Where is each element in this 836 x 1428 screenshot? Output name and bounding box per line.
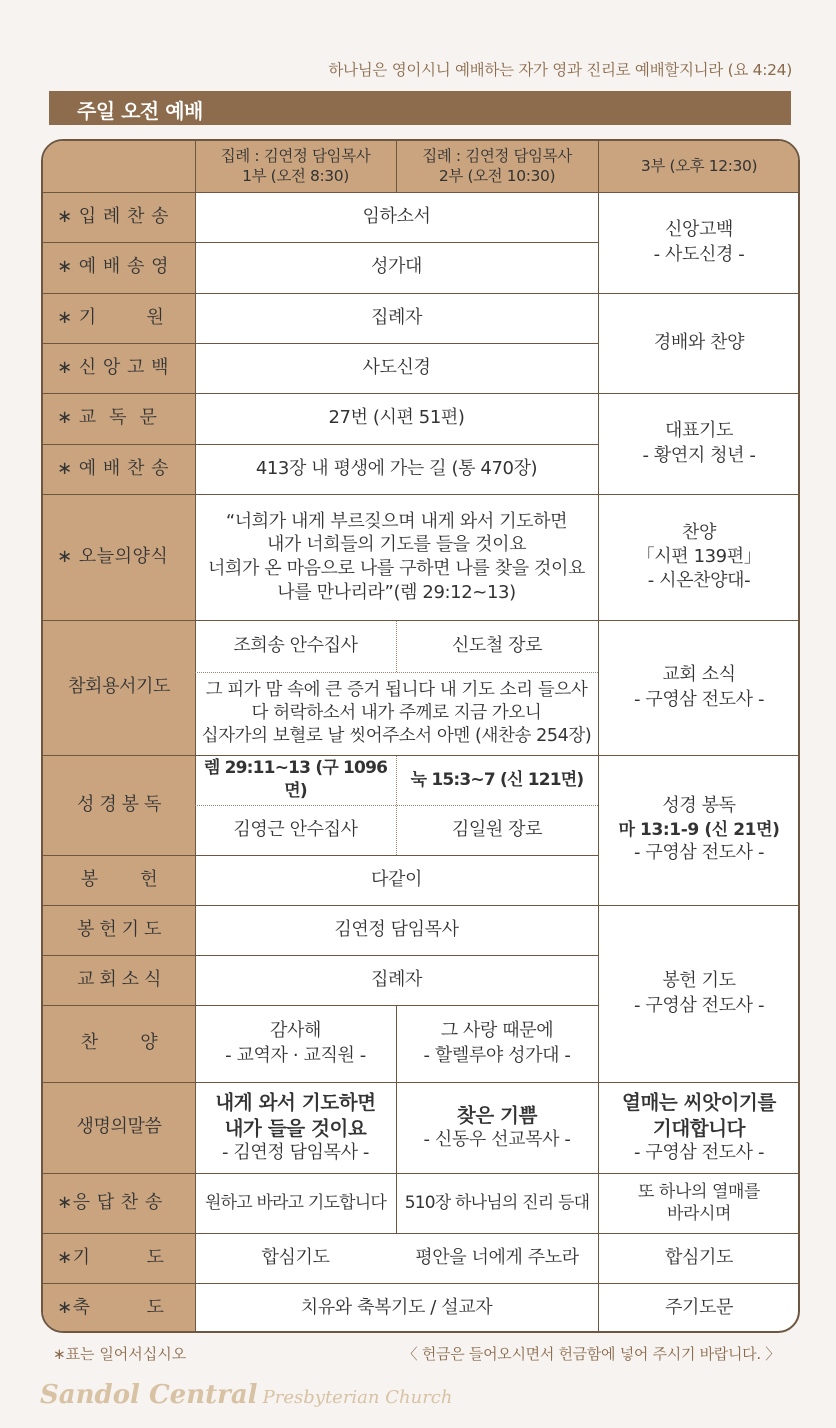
response-hymn-2: 510장 하나님의 진리 등대 [404,1192,590,1213]
todays-word-line: 나를 만나리라”(렘 29:12~13) [277,581,516,603]
divider [43,1005,598,1006]
scripture-reader-1: 김영근 안수집사 [233,818,358,840]
s3-creed-sub: - 사도신경 - [653,243,745,265]
label-scripture-reading: 성 경 봉 독 [77,793,161,815]
response-hymn-1: 원하고 바라고 기도합니다 [204,1192,387,1213]
s3-praise-worship: 경배와 찬양 [653,331,745,353]
divider [43,343,598,344]
todays-word-line: 내가 너희들의 기도를 들을 것이요 [266,534,527,556]
divider [43,620,800,621]
divider [43,444,598,445]
praise-1-title: 감사해 [270,1020,321,1042]
divider [598,141,599,1333]
s3-prayer-title: 대표기도 [665,420,733,442]
divider [396,620,397,672]
page-title: 주일 오전 예배 [77,99,203,123]
header-1-time: 1부 (오전 8:30) [242,166,349,185]
s3-sermon [598,1082,800,1173]
todays-word-line: 너희가 온 마음으로 나를 구하면 나를 찾을 것이요 [207,558,585,579]
s3-offering-leader: - 구영삼 전도사 - [633,994,765,1016]
divider [43,755,800,756]
header-2-time: 2부 (오전 10:30) [438,166,556,185]
sermon-1-title: 내가 들을 것이요 [224,1116,367,1140]
header-2-officiant: 집례 : 김연정 담임목사 [422,147,572,166]
s3-anthem-choir: - 시온찬양대- [647,570,751,592]
scripture-verse: 하나님은 영이시니 예배하는 자가 영과 진리로 예배할지니라 (요 4:24) [328,61,792,79]
sermon-2 [396,1082,598,1173]
divider [43,1082,800,1083]
s3-response-line: 바라시며 [666,1204,732,1224]
standing-note: ∗표는 일어서십시오 [53,1345,187,1363]
s3-anthem-title: 찬양 [682,521,716,543]
label-offering-prayer: 봉 헌 기 도 [77,918,161,940]
offering-note: 〈 헌금은 들어오시면서 헌금함에 넣어 주시기 바랍니다. 〉 [402,1345,780,1363]
label-todays-word: ∗ 오늘의양식 [57,545,169,567]
worship-hymn-value: 413장 내 평생에 가는 길 (통 470장) [255,457,538,479]
confession-leader-2: 신도철 장로 [451,634,543,656]
s3-scripture [598,755,800,905]
s3-lords-prayer: 주기도문 [665,1296,733,1318]
s3-offering-prayer [598,905,800,1082]
divider [43,293,800,294]
label-praise: 찬 양 [80,1032,158,1054]
label-responsive-reading: ∗ 교 독 문 [57,407,158,429]
divider [195,805,598,806]
praise-2-performer: - 할렐루야 성가대 - [423,1044,571,1066]
s3-scripture-ref: 마 13:1-9 (신 21면) [618,819,780,840]
label-worship-hymn: ∗ 예 배 찬 송 [57,457,170,479]
s3-representative-prayer [598,393,800,494]
confession-leader-1: 조희송 안수집사 [233,634,358,656]
church-news-value: 집례자 [371,968,422,990]
divider [43,242,598,243]
creed-value: 사도신경 [362,356,431,378]
divider [43,1233,800,1234]
divider [396,141,397,192]
label-response-hymn: ∗응 답 찬 송 [57,1191,163,1213]
scripture-reader-2: 김일원 장로 [451,818,543,840]
label-creed: ∗ 신 앙 고 백 [57,356,170,378]
divider [43,955,598,956]
church-logo [40,1380,452,1410]
divider [396,1005,397,1233]
divider [43,192,800,193]
s3-anthem [598,494,800,620]
praise-1-performer: - 교역자 · 교직원 - [225,1044,366,1066]
praise-2-title: 그 사랑 때문에 [440,1020,554,1042]
confession-line: 십자가의 보혈로 날 씻어주소서 아멘 (새찬송 254장) [201,725,592,746]
s3-anthem-psalm: 「시편 139편」 [636,545,762,567]
header-service-2 [396,141,598,192]
logo-sub: Presbyterian Church [262,1387,453,1408]
s3-offering-title: 봉헌 기도 [662,970,736,992]
s3-scripture-title: 성경 봉독 [662,795,736,817]
sermon-2-title: 찾은 기쁨 [456,1104,538,1128]
confession-line: 그 피가 맘 속에 큰 증거 됩니다 내 기도 소리 들으사 [205,680,588,701]
invocation-value: 집례자 [371,306,422,328]
divider [195,141,196,1333]
scripture-ref-2: 눅 15:3~7 (신 121면) [410,769,584,790]
s3-response-line: 또 하나의 열매를 [637,1181,761,1202]
praise-1 [195,1005,396,1082]
s3-response [598,1173,800,1233]
offering-prayer-value: 김연정 담임목사 [334,918,459,940]
worship-order-table [41,139,800,1333]
s3-scripture-reader: - 구영삼 전도사 - [633,842,765,864]
sermon-1-preacher: - 김연정 담임목사 - [221,1142,370,1164]
entrance-hymn-value: 임하소서 [362,205,431,227]
s3-news-title: 교회 소식 [662,664,736,686]
prayer-1: 합심기도 [261,1246,330,1268]
label-offering: 봉 헌 [80,868,158,890]
confession-line: 다 허락하소서 내가 주께로 지금 가오니 [251,703,542,724]
label-confession-prayer: 참회용서기도 [68,676,170,698]
offering-value: 다같이 [371,868,422,890]
label-invocation: ∗ 기 원 [57,306,165,328]
s3-news-presenter: - 구영삼 전도사 - [633,688,765,710]
s3-sermon-preacher: - 구영삼 전도사 - [633,1142,765,1164]
prayer-2: 평안을 너에게 주노라 [415,1246,579,1268]
todays-word-line: “너희가 내게 부르짖으며 내게 와서 기도하면 [225,510,568,532]
benediction-value: 치유와 축복기도 / 설교자 [300,1296,493,1318]
label-sermon: 생명의말씀 [76,1116,162,1138]
label-church-news: 교 회 소 식 [77,968,161,990]
divider [43,905,800,906]
sermon-1 [195,1082,396,1173]
s3-sermon-title: 기대합니다 [652,1116,746,1140]
label-doxology: ∗ 예 배 송 영 [57,256,170,278]
todays-word-text [195,494,598,620]
scripture-ref-1: 렘 29:11~13 (구 1096면) [203,758,388,801]
s3-creed-title: 신앙고백 [665,219,733,241]
praise-2 [396,1005,598,1082]
divider [43,1283,800,1284]
label-prayer: ∗기 도 [57,1246,165,1268]
label-benediction: ∗축 도 [57,1296,165,1318]
sermon-2-preacher: - 신동우 선교목사 - [423,1129,571,1151]
s3-prayer-leader: - 황연지 청년 - [642,444,756,466]
confession-hymn-text [195,672,598,755]
s3-prayer: 합심기도 [665,1246,733,1268]
doxology-value: 성가대 [371,256,422,278]
header-1-officiant: 집례 : 김연정 담임목사 [220,147,371,166]
label-entrance-hymn: ∗ 입 례 찬 송 [57,205,170,227]
s3-sermon-title: 열매는 씨앗이기를 [622,1091,776,1115]
divider [43,393,800,394]
section-banner [49,91,791,125]
responsive-reading-value: 27번 (시편 51편) [328,407,465,429]
s3-church-news [598,620,800,755]
divider [43,494,800,495]
header-service-1 [195,141,396,192]
header-service-3: 3부 (오후 12:30) [640,156,758,175]
s3-creed [598,192,800,293]
logo-main: Sandol Central [40,1380,258,1410]
divider [43,855,598,856]
divider [195,672,598,673]
sermon-1-title: 내게 와서 기도하면 [215,1091,376,1115]
divider [43,1173,800,1174]
